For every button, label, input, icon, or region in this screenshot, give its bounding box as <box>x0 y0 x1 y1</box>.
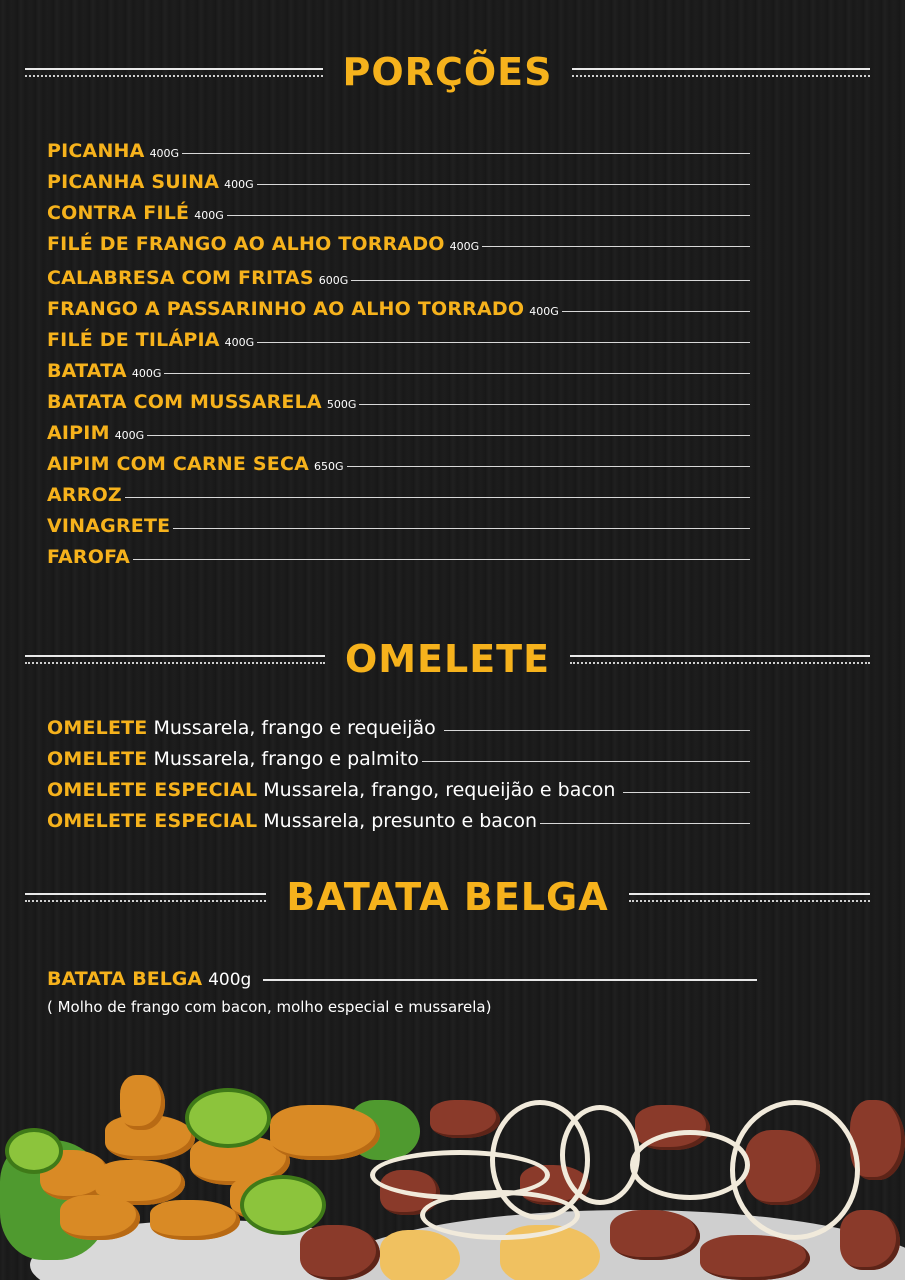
item-description: Mussarela, frango, requeijão e bacon <box>263 779 616 801</box>
menu-item <box>47 968 757 990</box>
item-name: FILÉ DE FRANGO AO ALHO TORRADO <box>47 233 445 255</box>
item-name: FILÉ DE TILÁPIA <box>47 329 220 351</box>
item-weight: 600G <box>318 274 349 287</box>
menu-item <box>47 329 750 360</box>
item-weight: 400g <box>208 970 252 990</box>
item-weight: 400G <box>131 367 162 380</box>
item-weight: 400G <box>449 240 480 253</box>
item-weight: 400G <box>149 147 180 160</box>
item-description: Mussarela, presunto e bacon <box>263 810 538 832</box>
menu-item <box>47 484 750 515</box>
menu-item <box>47 391 750 422</box>
omelete-list <box>47 717 750 841</box>
dotted-leader <box>133 559 750 560</box>
menu-item <box>47 233 750 267</box>
section-header-batata-belga <box>25 872 870 922</box>
menu-item <box>47 171 750 202</box>
item-name: OMELETE <box>47 717 148 739</box>
meat-piece <box>300 1225 380 1280</box>
header-rule-left <box>25 655 325 664</box>
meat-piece <box>610 1210 700 1260</box>
meat-piece <box>840 1210 900 1270</box>
batata-belga-item <box>47 968 757 1016</box>
item-description: Mussarela, frango e requeijão <box>153 717 436 739</box>
dotted-leader <box>422 761 750 762</box>
meat-piece <box>430 1100 500 1138</box>
menu-item <box>47 453 750 484</box>
lime-slice <box>240 1175 326 1235</box>
fried-piece <box>60 1195 140 1240</box>
fried-piece <box>120 1075 165 1130</box>
header-rule-right <box>629 893 870 902</box>
item-name: AIPIM COM CARNE SECA <box>47 453 309 475</box>
item-weight: 650G <box>314 460 344 473</box>
onion-ring <box>730 1100 860 1240</box>
header-rule-left <box>25 68 323 77</box>
dotted-leader <box>444 730 750 731</box>
food-photo <box>0 1060 905 1280</box>
item-name: ARROZ <box>47 484 122 506</box>
dotted-leader <box>227 215 750 216</box>
item-weight: 400G <box>224 178 254 191</box>
item-name: VINAGRETE <box>47 515 171 537</box>
onion-ring <box>420 1190 580 1240</box>
item-name: AIPIM <box>47 422 110 444</box>
lime-slice <box>185 1088 271 1148</box>
dotted-leader <box>147 435 750 436</box>
menu-item <box>47 202 750 233</box>
fried-piece <box>270 1105 380 1160</box>
dotted-leader <box>125 497 750 498</box>
item-weight: 400G <box>224 336 255 349</box>
item-weight: 400G <box>529 305 559 318</box>
item-name: CALABRESA COM FRITAS <box>47 267 314 289</box>
dotted-leader <box>173 528 750 529</box>
item-description: ( Molho de frango com bacon, molho especial e mussarela) <box>47 998 492 1016</box>
item-name: BATATA COM MUSSARELA <box>47 391 322 413</box>
item-name: OMELETE <box>47 748 148 770</box>
menu-item <box>47 748 750 779</box>
menu-item <box>47 267 750 298</box>
item-weight: 500G <box>326 398 357 411</box>
menu-item <box>47 546 750 577</box>
dotted-leader <box>562 311 750 312</box>
menu-item <box>47 515 750 546</box>
item-name: FAROFA <box>47 546 130 568</box>
section-header-porcoes <box>25 47 870 97</box>
item-name: OMELETE ESPECIAL <box>47 810 258 832</box>
item-name: PICANHA SUINA <box>47 171 220 193</box>
item-name: BATATA <box>47 360 127 382</box>
item-name: BATATA BELGA <box>47 968 203 990</box>
dotted-leader <box>540 823 750 824</box>
item-name: PICANHA <box>47 140 145 162</box>
dotted-leader <box>263 979 757 981</box>
lime-slice <box>5 1128 63 1174</box>
menu-item <box>47 779 750 810</box>
dotted-leader <box>257 184 750 185</box>
dotted-leader <box>623 792 750 793</box>
dotted-leader <box>351 280 750 281</box>
dotted-leader <box>257 342 750 343</box>
section-title-batata-belga: BATATA BELGA <box>286 875 609 919</box>
section-title-omelete: OMELETE <box>344 637 551 681</box>
menu-item <box>47 298 750 329</box>
menu-item <box>47 422 750 453</box>
item-description: Mussarela, frango e palmito <box>153 748 419 770</box>
item-weight: 400G <box>114 429 145 442</box>
section-title-porcoes: PORÇÕES <box>342 50 553 94</box>
item-weight: 400G <box>194 209 224 222</box>
header-rule-right <box>572 68 870 77</box>
meat-piece <box>700 1235 810 1280</box>
item-name: FRANGO A PASSARINHO AO ALHO TORRADO <box>47 298 525 320</box>
header-rule-left <box>25 893 266 902</box>
item-name: OMELETE ESPECIAL <box>47 779 258 801</box>
dotted-leader <box>182 153 750 154</box>
header-rule-right <box>570 655 870 664</box>
section-header-omelete <box>25 634 870 684</box>
menu-item <box>47 360 750 391</box>
fried-piece <box>150 1200 240 1240</box>
menu-item <box>47 140 750 171</box>
dotted-leader <box>359 404 750 405</box>
dotted-leader <box>482 246 750 247</box>
dotted-leader <box>164 373 750 374</box>
item-name: CONTRA FILÉ <box>47 202 190 224</box>
dotted-leader <box>347 466 750 467</box>
menu-item <box>47 717 750 748</box>
porcoes-list <box>47 140 750 577</box>
onion-ring <box>560 1105 640 1205</box>
menu-item <box>47 810 750 841</box>
